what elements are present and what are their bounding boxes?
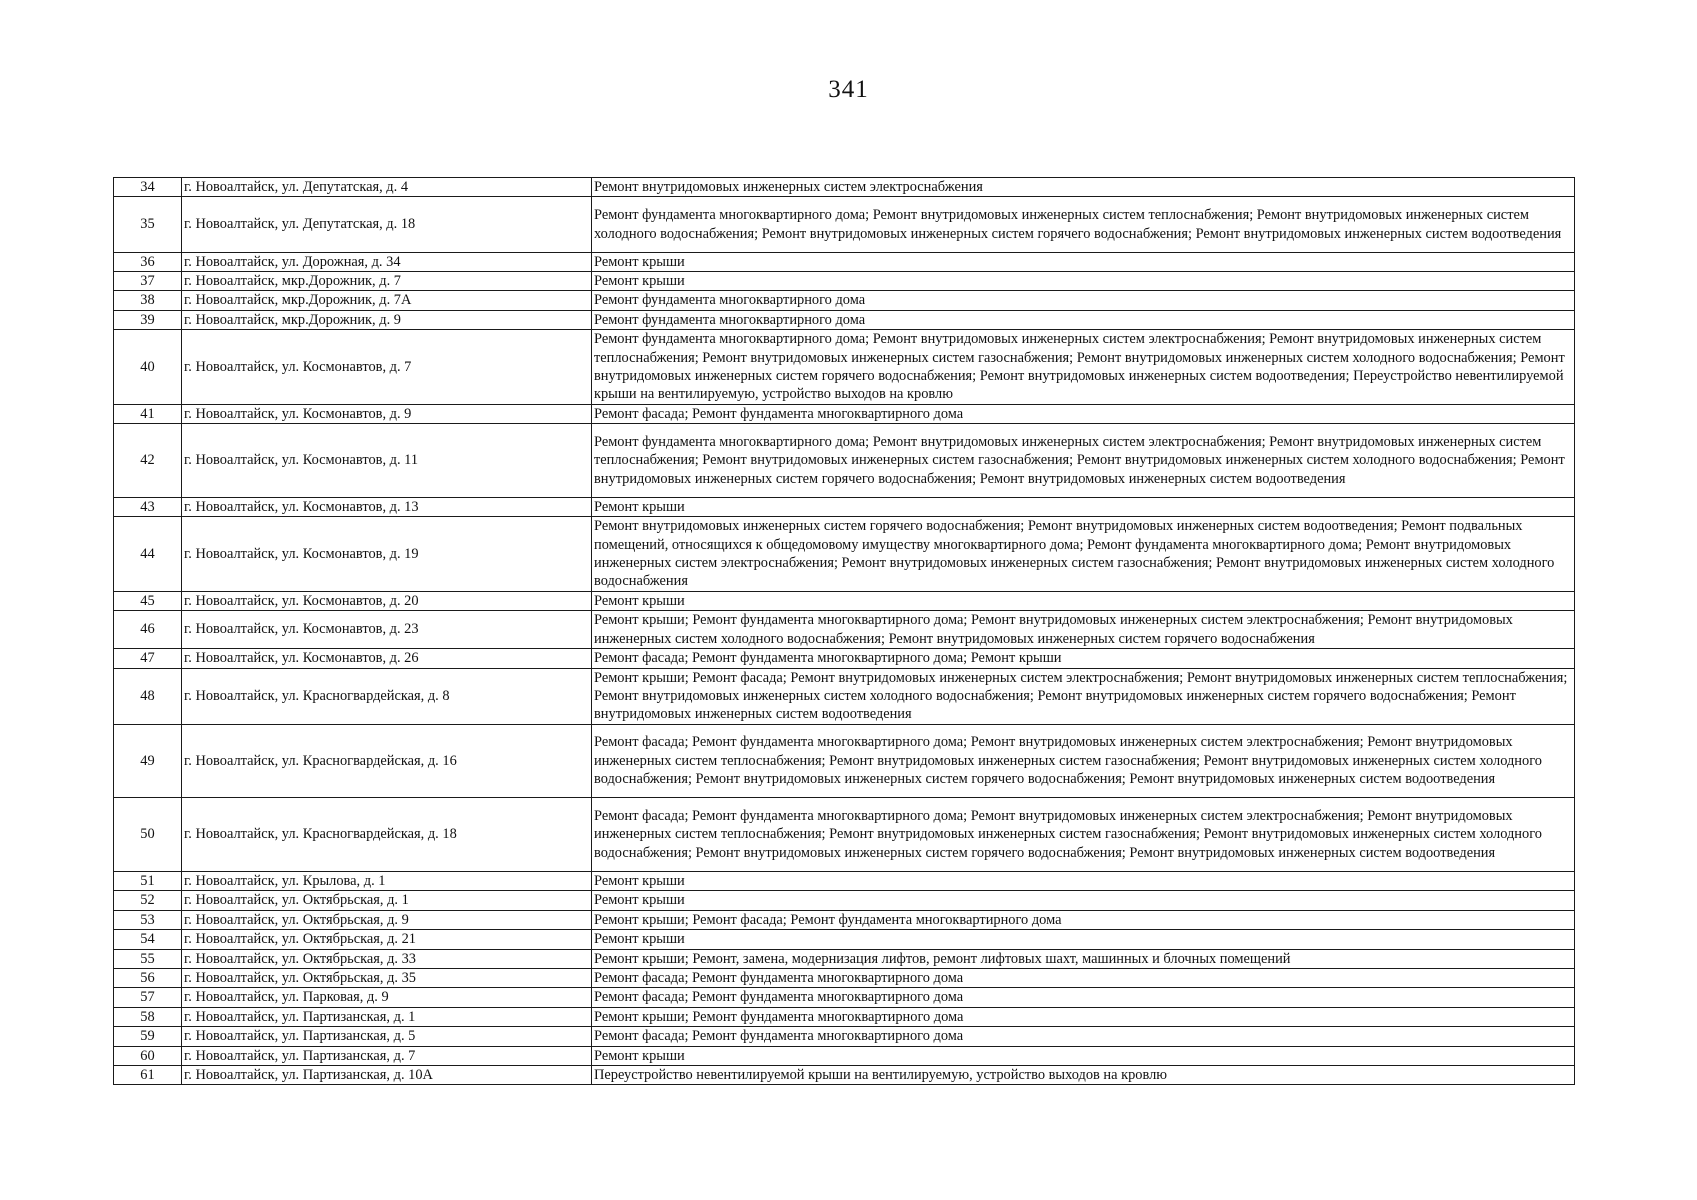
row-number: 38: [114, 291, 182, 310]
row-work-description: Ремонт фундамента многоквартирного дома; Ремонт внутридомовых инженерных систем электроснабжения; Ремонт внутридомовых инженерных систем теплоснабжения; Ремонт внутридомовых инженерных систем газоснабжения; Ремонт внутридомовых инженерных систем холодного водоснабжения; Ремонт внутридомовых инженерных систем горячего водоснабжения; Ремонт внутридомовых инженерных систем водоотведения; Переустройство невентилируемой крыши на вентилируемую, устройство выходов на кровлю: [592, 330, 1575, 405]
row-work-description: Ремонт крыши: [592, 1046, 1575, 1065]
row-work-description: Ремонт фасада; Ремонт фундамента многоквартирного дома: [592, 1027, 1575, 1046]
row-address: г. Новоалтайск, ул. Космонавтов, д. 20: [182, 591, 592, 610]
row-work-description: Ремонт крыши: [592, 497, 1575, 516]
row-address: г. Новоалтайск, ул. Партизанская, д. 5: [182, 1027, 592, 1046]
row-number: 56: [114, 968, 182, 987]
row-number: 49: [114, 724, 182, 798]
row-address: г. Новоалтайск, ул. Красногвардейская, д. 8: [182, 668, 592, 724]
table-row: [114, 404, 1575, 423]
row-address: г. Новоалтайск, ул. Октябрьская, д. 21: [182, 930, 592, 949]
row-number: 55: [114, 949, 182, 968]
row-number: 57: [114, 988, 182, 1007]
row-work-description: Ремонт крыши; Ремонт фасада; Ремонт внутридомовых инженерных систем электроснабжения; Ремонт внутридомовых инженерных систем теплоснабжения; Ремонт внутридомовых инженерных систем холодного водоснабжения; Ремонт внутридомовых инженерных систем горячего водоснабжения; Ремонт внутридомовых инженерных систем водоотведения: [592, 668, 1575, 724]
row-work-description: Ремонт фасада; Ремонт фундамента многоквартирного дома; Ремонт крыши: [592, 649, 1575, 668]
table-row: [114, 197, 1575, 252]
row-number: 59: [114, 1027, 182, 1046]
row-work-description: Ремонт фасада; Ремонт фундамента многоквартирного дома: [592, 968, 1575, 987]
row-address: г. Новоалтайск, ул. Октябрьская, д. 9: [182, 910, 592, 929]
table-row: [114, 611, 1575, 649]
table-row: [114, 330, 1575, 405]
row-address: г. Новоалтайск, мкр.Дорожник, д. 7: [182, 272, 592, 291]
row-address: г. Новоалтайск, ул. Октябрьская, д. 35: [182, 968, 592, 987]
table-row: [114, 988, 1575, 1007]
row-work-description: Ремонт крыши: [592, 891, 1575, 910]
row-address: г. Новоалтайск, ул. Партизанская, д. 1: [182, 1007, 592, 1026]
row-work-description: Ремонт внутридомовых инженерных систем электроснабжения: [592, 178, 1575, 197]
table-body: [114, 178, 1575, 1085]
row-number: 50: [114, 798, 182, 872]
row-address: г. Новоалтайск, мкр.Дорожник, д. 9: [182, 310, 592, 329]
row-address: г. Новоалтайск, ул. Депутатская, д. 18: [182, 197, 592, 252]
row-work-description: Ремонт фундамента многоквартирного дома: [592, 291, 1575, 310]
row-work-description: Ремонт крыши; Ремонт, замена, модернизация лифтов, ремонт лифтовых шахт, машинных и блочных помещений: [592, 949, 1575, 968]
row-number: 45: [114, 591, 182, 610]
table-row: [114, 949, 1575, 968]
row-number: 44: [114, 517, 182, 592]
table-row: [114, 517, 1575, 592]
row-work-description: Ремонт крыши: [592, 272, 1575, 291]
row-number: 43: [114, 497, 182, 516]
table-row: [114, 1046, 1575, 1065]
table-row: [114, 1027, 1575, 1046]
table-row: [114, 724, 1575, 798]
row-address: г. Новоалтайск, ул. Октябрьская, д. 33: [182, 949, 592, 968]
table-row: [114, 1007, 1575, 1026]
table-row: [114, 968, 1575, 987]
row-work-description: Ремонт крыши: [592, 871, 1575, 890]
row-number: 35: [114, 197, 182, 252]
row-work-description: Ремонт фасада; Ремонт фундамента многоквартирного дома; Ремонт внутридомовых инженерных систем электроснабжения; Ремонт внутридомовых инженерных систем теплоснабжения; Ремонт внутридомовых инженерных систем газоснабжения; Ремонт внутридомовых инженерных систем холодного водоснабжения; Ремонт внутридомовых инженерных систем горячего водоснабжения; Ремонт внутридомовых инженерных систем водоотведения: [592, 724, 1575, 798]
row-address: г. Новоалтайск, ул. Депутатская, д. 4: [182, 178, 592, 197]
row-number: 48: [114, 668, 182, 724]
row-number: 58: [114, 1007, 182, 1026]
row-work-description: Ремонт крыши: [592, 591, 1575, 610]
table-row: [114, 649, 1575, 668]
table-row: [114, 252, 1575, 271]
row-address: г. Новоалтайск, ул. Космонавтов, д. 26: [182, 649, 592, 668]
row-address: г. Новоалтайск, ул. Дорожная, д. 34: [182, 252, 592, 271]
row-address: г. Новоалтайск, ул. Космонавтов, д. 11: [182, 424, 592, 498]
row-address: г. Новоалтайск, ул. Крылова, д. 1: [182, 871, 592, 890]
row-number: 39: [114, 310, 182, 329]
row-work-description: Ремонт фасада; Ремонт фундамента многоквартирного дома; Ремонт внутридомовых инженерных систем электроснабжения; Ремонт внутридомовых инженерных систем теплоснабжения; Ремонт внутридомовых инженерных систем газоснабжения; Ремонт внутридомовых инженерных систем холодного водоснабжения; Ремонт внутридомовых инженерных систем горячего водоснабжения; Ремонт внутридомовых инженерных систем водоотведения: [592, 798, 1575, 872]
row-work-description: Ремонт крыши: [592, 252, 1575, 271]
row-work-description: Переустройство невентилируемой крыши на вентилируемую, устройство выходов на кровлю: [592, 1065, 1575, 1084]
table-row: [114, 1065, 1575, 1084]
row-number: 46: [114, 611, 182, 649]
row-address: г. Новоалтайск, ул. Парковая, д. 9: [182, 988, 592, 1007]
row-work-description: Ремонт фундамента многоквартирного дома; Ремонт внутридомовых инженерных систем электроснабжения; Ремонт внутридомовых инженерных систем теплоснабжения; Ремонт внутридомовых инженерных систем газоснабжения; Ремонт внутридомовых инженерных систем холодного водоснабжения; Ремонт внутридомовых инженерных систем горячего водоснабжения; Ремонт внутридомовых инженерных систем водоотведения: [592, 424, 1575, 498]
row-address: г. Новоалтайск, ул. Космонавтов, д. 13: [182, 497, 592, 516]
table-row: [114, 178, 1575, 197]
row-work-description: Ремонт фундамента многоквартирного дома: [592, 310, 1575, 329]
table-row: [114, 591, 1575, 610]
row-number: 54: [114, 930, 182, 949]
row-number: 40: [114, 330, 182, 405]
row-number: 51: [114, 871, 182, 890]
table-row: [114, 424, 1575, 498]
row-work-description: Ремонт внутридомовых инженерных систем горячего водоснабжения; Ремонт внутридомовых инженерных систем водоотведения; Ремонт подвальных помещений, относящихся к общедомовому имуществу многоквартирного дома; Ремонт фундамента многоквартирного дома; Ремонт внутридомовых инженерных систем электроснабжения; Ремонт внутридомовых инженерных систем газоснабжения; Ремонт внутридомовых инженерных систем холодного водоснабжения: [592, 517, 1575, 592]
table-row: [114, 272, 1575, 291]
row-work-description: Ремонт фундамента многоквартирного дома; Ремонт внутридомовых инженерных систем теплоснабжения; Ремонт внутридомовых инженерных систем холодного водоснабжения; Ремонт внутридомовых инженерных систем горячего водоснабжения; Ремонт внутридомовых инженерных систем водоотведения: [592, 197, 1575, 252]
row-number: 60: [114, 1046, 182, 1065]
row-number: 61: [114, 1065, 182, 1084]
table-row: [114, 310, 1575, 329]
row-address: г. Новоалтайск, ул. Партизанская, д. 7: [182, 1046, 592, 1065]
table-row: [114, 930, 1575, 949]
row-address: г. Новоалтайск, ул. Октябрьская, д. 1: [182, 891, 592, 910]
row-number: 34: [114, 178, 182, 197]
row-address: г. Новоалтайск, ул. Партизанская, д. 10А: [182, 1065, 592, 1084]
table-row: [114, 291, 1575, 310]
table-row: [114, 871, 1575, 890]
row-work-description: Ремонт крыши; Ремонт фундамента многоквартирного дома; Ремонт внутридомовых инженерных систем электроснабжения; Ремонт внутридомовых инженерных систем холодного водоснабжения; Ремонт внутридомовых инженерных систем горячего водоснабжения: [592, 611, 1575, 649]
row-number: 37: [114, 272, 182, 291]
housing-repair-table: [113, 177, 1575, 1085]
row-work-description: Ремонт крыши; Ремонт фундамента многоквартирного дома: [592, 1007, 1575, 1026]
row-work-description: Ремонт фасада; Ремонт фундамента многоквартирного дома: [592, 988, 1575, 1007]
table-row: [114, 891, 1575, 910]
row-address: г. Новоалтайск, мкр.Дорожник, д. 7А: [182, 291, 592, 310]
table-row: [114, 497, 1575, 516]
page-number: 341: [828, 76, 869, 103]
row-number: 47: [114, 649, 182, 668]
row-work-description: Ремонт крыши: [592, 930, 1575, 949]
row-address: г. Новоалтайск, ул. Космонавтов, д. 7: [182, 330, 592, 405]
row-number: 36: [114, 252, 182, 271]
row-number: 41: [114, 404, 182, 423]
row-number: 42: [114, 424, 182, 498]
row-work-description: Ремонт крыши; Ремонт фасада; Ремонт фундамента многоквартирного дома: [592, 910, 1575, 929]
row-address: г. Новоалтайск, ул. Космонавтов, д. 19: [182, 517, 592, 592]
row-address: г. Новоалтайск, ул. Космонавтов, д. 9: [182, 404, 592, 423]
row-address: г. Новоалтайск, ул. Красногвардейская, д. 18: [182, 798, 592, 872]
row-number: 53: [114, 910, 182, 929]
table-row: [114, 798, 1575, 872]
row-number: 52: [114, 891, 182, 910]
table-row: [114, 668, 1575, 724]
row-address: г. Новоалтайск, ул. Красногвардейская, д. 16: [182, 724, 592, 798]
table-row: [114, 910, 1575, 929]
row-address: г. Новоалтайск, ул. Космонавтов, д. 23: [182, 611, 592, 649]
row-work-description: Ремонт фасада; Ремонт фундамента многоквартирного дома: [592, 404, 1575, 423]
